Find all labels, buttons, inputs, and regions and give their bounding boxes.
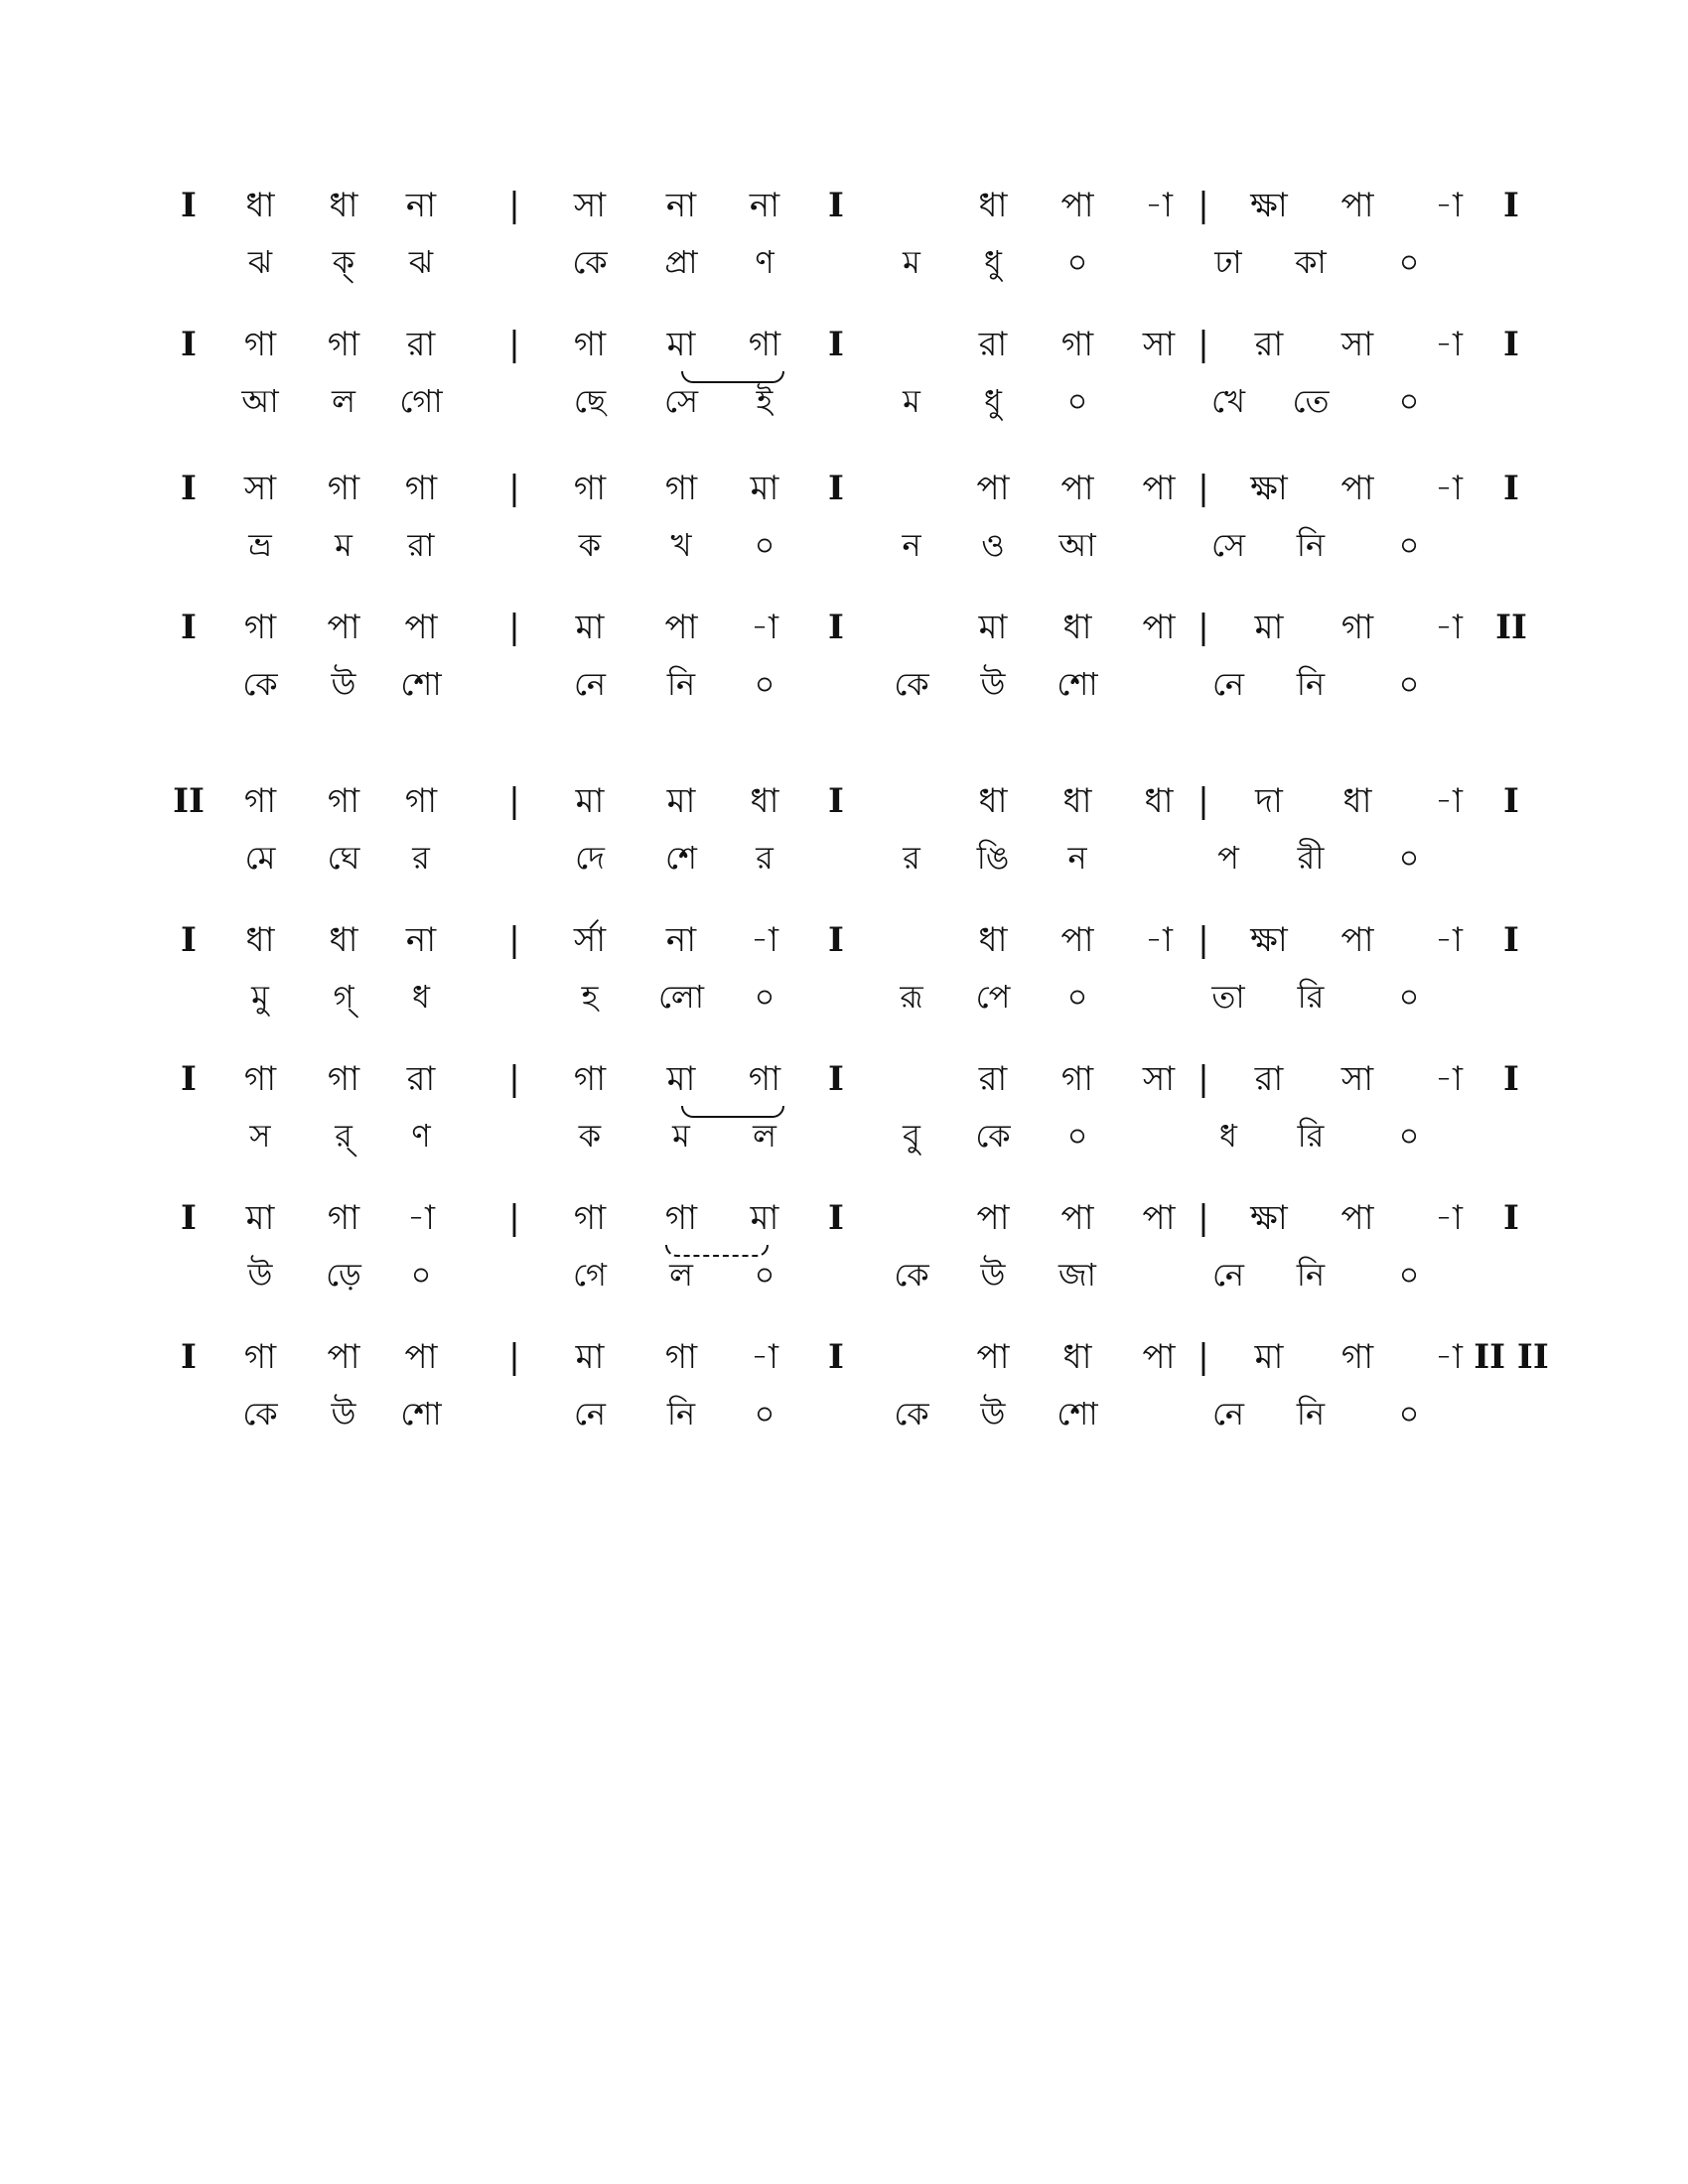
swara-note: ধা — [329, 186, 358, 225]
lyric-syllable: ণ — [411, 1117, 431, 1155]
lyric-syllable: নি — [1296, 526, 1326, 564]
swara-note: মা — [575, 1337, 605, 1377]
swara-note: পা — [664, 608, 698, 647]
swara-note: -া — [1435, 781, 1463, 821]
lyric-syllable: উ — [331, 1395, 356, 1433]
swara-note: পা — [1340, 186, 1374, 225]
lyric-syllable: ঝ — [408, 243, 434, 281]
swara-note: গা — [1340, 1337, 1374, 1377]
swara-note: -া — [751, 1337, 778, 1377]
lyric-syllable: রি — [1297, 1117, 1325, 1155]
lyric-syllable: আ — [1058, 526, 1096, 564]
beat-separator: | — [508, 1059, 520, 1099]
lyric-syllable: নে — [573, 1395, 607, 1433]
lyric-syllable: ০ — [1398, 1256, 1420, 1294]
lyric-syllable: আ — [241, 382, 279, 420]
lyric-syllable: ০ — [410, 1256, 432, 1294]
barline: II — [1495, 608, 1527, 647]
swara-note: ধা — [978, 186, 1008, 225]
swara-note: গা — [327, 1059, 360, 1099]
swara-row — [0, 1337, 1688, 1400]
lyric-syllable: শো — [1056, 665, 1098, 703]
swara-note: গা — [243, 1337, 277, 1377]
swara-note: পা — [1142, 1337, 1176, 1377]
lyric-syllable: নি — [1296, 1256, 1326, 1294]
lyric-row — [0, 526, 1688, 589]
swara-note: পা — [1340, 1198, 1374, 1238]
swara-note: গা — [243, 1059, 277, 1099]
barline: I — [828, 608, 844, 647]
barline: I — [181, 1337, 197, 1377]
barline: I — [181, 186, 197, 225]
lyric-syllable: কে — [242, 665, 278, 703]
swara-note: গা — [243, 325, 277, 364]
lyric-syllable: ণ — [755, 243, 774, 281]
swara-note: -া — [407, 1198, 435, 1238]
lyric-syllable: ০ — [754, 665, 775, 703]
beat-separator: | — [508, 325, 520, 364]
barline: I — [181, 920, 197, 960]
barline: I — [828, 469, 844, 508]
barline: I — [828, 186, 844, 225]
lyric-syllable: ল — [669, 1256, 693, 1294]
swara-note: না — [405, 920, 437, 960]
swara-note: -া — [1435, 1059, 1463, 1099]
lyric-syllable: প্রা — [664, 243, 698, 281]
swara-note: -া — [1435, 920, 1463, 960]
swara-note: গা — [243, 781, 277, 821]
lyric-syllable: রা — [407, 526, 435, 564]
lyric-syllable: ল — [753, 1117, 776, 1155]
swara-note: পা — [976, 1198, 1010, 1238]
barline: I — [1503, 1198, 1519, 1238]
swara-note: রা — [978, 325, 1008, 364]
lyric-syllable: ০ — [1398, 978, 1420, 1016]
swara-note: পা — [404, 1337, 438, 1377]
beat-separator: | — [508, 1198, 520, 1238]
swara-note: রা — [1254, 325, 1284, 364]
lyric-syllable: ছে — [573, 382, 607, 420]
barline: I — [1503, 781, 1519, 821]
lyric-syllable: দে — [575, 839, 605, 877]
swara-note: পা — [404, 608, 438, 647]
swara-note: পা — [1060, 469, 1094, 508]
swara-note: রা — [406, 325, 436, 364]
lyric-syllable: ঙি — [976, 839, 1010, 877]
lyric-syllable: ম — [335, 526, 352, 564]
lyric-syllable: প — [1217, 839, 1239, 877]
beat-separator: | — [1197, 469, 1209, 508]
swara-note: ধা — [1342, 781, 1372, 821]
lyric-syllable: গো — [399, 382, 443, 420]
lyric-syllable: ধ — [412, 978, 430, 1016]
swara-note: ধা — [245, 920, 275, 960]
lyric-syllable: রূ — [900, 978, 923, 1016]
lyric-syllable: উ — [980, 1256, 1006, 1294]
swara-note: পা — [1060, 1198, 1094, 1238]
lyric-syllable: র — [903, 839, 920, 877]
lyric-syllable: ধু — [984, 382, 1002, 420]
lyric-row — [0, 382, 1688, 445]
swara-note: ধা — [978, 781, 1008, 821]
swara-note: গা — [327, 781, 360, 821]
lyric-syllable: ই — [756, 382, 774, 420]
barline: I — [1503, 920, 1519, 960]
swara-note: সা — [573, 186, 607, 225]
lyric-syllable: ক — [578, 526, 602, 564]
swara-note: -া — [1435, 469, 1463, 508]
lyric-row — [0, 1256, 1688, 1318]
lyric-syllable: বু — [903, 1117, 920, 1155]
lyric-syllable: গ্ — [333, 978, 354, 1016]
swara-note: গা — [748, 1059, 781, 1099]
swara-row — [0, 781, 1688, 844]
lyric-syllable: ম — [903, 382, 920, 420]
lyric-syllable: লো — [657, 978, 705, 1016]
lyric-syllable: ম — [903, 243, 920, 281]
swara-note: গা — [404, 469, 438, 508]
swara-note: পা — [976, 1337, 1010, 1377]
swara-note: ধা — [329, 920, 358, 960]
lyric-syllable: কে — [894, 1256, 929, 1294]
swara-note: পা — [1142, 1198, 1176, 1238]
swara-note: মা — [575, 781, 605, 821]
swara-note: গা — [573, 325, 607, 364]
beat-separator: | — [1197, 608, 1209, 647]
swara-note: ক্ষা — [1250, 920, 1288, 960]
lyric-syllable: খে — [1211, 382, 1245, 420]
swara-row — [0, 186, 1688, 248]
beat-separator: | — [1197, 781, 1209, 821]
lyric-syllable: সে — [1210, 526, 1246, 564]
swara-note: গা — [327, 469, 360, 508]
lyric-syllable: ঘে — [327, 839, 360, 877]
swara-note: -া — [1435, 1198, 1463, 1238]
lyric-row — [0, 1395, 1688, 1457]
lyric-syllable: ০ — [1398, 526, 1420, 564]
barline: I — [1503, 1059, 1519, 1099]
swara-note: গা — [1340, 608, 1374, 647]
swara-row — [0, 325, 1688, 387]
swara-note: গা — [327, 1198, 360, 1238]
lyric-syllable: ০ — [1398, 243, 1420, 281]
swara-note: ধা — [245, 186, 275, 225]
lyric-syllable: তে — [1292, 382, 1330, 420]
barline: I — [1503, 325, 1519, 364]
swara-note: না — [749, 186, 780, 225]
swara-note: ধা — [750, 781, 779, 821]
lyric-syllable: নে — [1211, 1256, 1245, 1294]
lyric-syllable: ০ — [1398, 1395, 1420, 1433]
swara-note: র্সা — [573, 920, 607, 960]
lyric-syllable: স — [249, 1117, 271, 1155]
lyric-syllable: শে — [665, 839, 697, 877]
lyric-syllable: নে — [1211, 1395, 1245, 1433]
beat-separator: | — [1197, 325, 1209, 364]
lyric-syllable: জা — [1058, 1256, 1096, 1294]
lyric-syllable: ০ — [1066, 382, 1088, 420]
lyric-syllable: ন — [902, 526, 921, 564]
lyric-syllable: কে — [572, 243, 608, 281]
swara-note: সা — [1340, 1059, 1374, 1099]
beat-separator: | — [1197, 1059, 1209, 1099]
swara-note: মা — [666, 781, 696, 821]
swara-note: পা — [327, 608, 360, 647]
lyric-syllable: র — [412, 839, 430, 877]
swara-note: ধা — [978, 920, 1008, 960]
beat-separator: | — [508, 469, 520, 508]
swara-note: ধা — [1062, 781, 1092, 821]
swara-row — [0, 1059, 1688, 1122]
lyric-syllable: ক — [578, 1117, 602, 1155]
lyric-syllable: ভ্র — [248, 526, 272, 564]
barline: I — [1503, 186, 1519, 225]
swara-note: গা — [748, 325, 781, 364]
swara-note: মা — [978, 608, 1008, 647]
swara-note: -া — [751, 608, 778, 647]
lyric-syllable: তা — [1211, 978, 1245, 1016]
swara-note: গা — [327, 325, 360, 364]
swara-note: পা — [976, 469, 1010, 508]
lyric-syllable: কে — [894, 665, 929, 703]
barline: I — [828, 1059, 844, 1099]
lyric-syllable: হ — [581, 978, 599, 1016]
lyric-syllable: খ — [670, 526, 692, 564]
lyric-syllable: উ — [331, 665, 356, 703]
lyric-syllable: ড়ে — [326, 1256, 361, 1294]
lyric-syllable: ০ — [1066, 243, 1088, 281]
swara-note: পা — [1142, 608, 1176, 647]
beat-separator: | — [1197, 1337, 1209, 1377]
swara-note: পা — [1142, 469, 1176, 508]
lyric-syllable: উ — [247, 1256, 273, 1294]
swara-note: মা — [245, 1198, 275, 1238]
lyric-syllable: ০ — [1398, 665, 1420, 703]
barline: I — [828, 325, 844, 364]
swara-note: ক্ষা — [1250, 1198, 1288, 1238]
beat-separator: | — [508, 186, 520, 225]
lyric-syllable: ম — [672, 1117, 690, 1155]
swara-note: ক্ষা — [1250, 186, 1288, 225]
barline: I — [828, 1337, 844, 1377]
swara-note: -া — [1435, 608, 1463, 647]
swara-note: গা — [573, 1198, 607, 1238]
lyric-syllable: ধু — [984, 243, 1002, 281]
swara-note: গা — [1060, 1059, 1094, 1099]
swara-note: পা — [1340, 469, 1374, 508]
lyric-syllable: মু — [251, 978, 269, 1016]
lyric-syllable: ও — [981, 526, 1005, 564]
lyric-syllable: নে — [1211, 665, 1245, 703]
swara-note: সা — [1340, 325, 1374, 364]
swara-note: ধা — [1062, 608, 1092, 647]
lyric-syllable: ন — [1067, 839, 1087, 877]
barline: I — [828, 1198, 844, 1238]
swara-note: গা — [1060, 325, 1094, 364]
lyric-syllable: উ — [980, 1395, 1006, 1433]
lyric-syllable: ০ — [754, 978, 775, 1016]
lyric-syllable: গে — [573, 1256, 607, 1294]
lyric-syllable: শো — [1056, 1395, 1098, 1433]
swara-note: না — [665, 186, 697, 225]
lyric-syllable: ০ — [754, 1256, 775, 1294]
swara-note: -া — [1435, 186, 1463, 225]
swara-note: রা — [978, 1059, 1008, 1099]
swara-note: না — [405, 186, 437, 225]
barline: II II — [1474, 1337, 1549, 1377]
lyric-syllable: ঝ — [247, 243, 273, 281]
lyric-syllable: কে — [894, 1395, 929, 1433]
barline: I — [181, 1198, 197, 1238]
swara-note: -া — [751, 920, 778, 960]
swara-note: মা — [666, 325, 696, 364]
swara-note: পা — [1060, 186, 1094, 225]
swara-note: -া — [1145, 920, 1173, 960]
swara-row — [0, 608, 1688, 670]
beat-separator: | — [508, 920, 520, 960]
lyric-syllable: সে — [663, 382, 699, 420]
swara-note: গা — [243, 608, 277, 647]
lyric-syllable: ঢা — [1214, 243, 1242, 281]
lyric-row — [0, 839, 1688, 901]
barline: I — [1503, 469, 1519, 508]
swara-note: গা — [664, 1337, 698, 1377]
swara-note: পা — [327, 1337, 360, 1377]
swara-note: দা — [1255, 781, 1283, 821]
lyric-syllable: উ — [980, 665, 1006, 703]
swara-note: গা — [573, 1059, 607, 1099]
swara-note: সা — [243, 469, 277, 508]
lyric-syllable: ক্ — [332, 243, 355, 281]
swara-note: ক্ষা — [1250, 469, 1288, 508]
lyric-row — [0, 978, 1688, 1040]
swara-note: -া — [1435, 325, 1463, 364]
lyric-syllable: ০ — [754, 1395, 775, 1433]
lyric-syllable: নি — [1296, 1395, 1326, 1433]
lyric-syllable: কা — [1295, 243, 1327, 281]
barline: I — [828, 781, 844, 821]
swara-note: পা — [1340, 920, 1374, 960]
lyric-syllable: নে — [573, 665, 607, 703]
barline: II — [173, 781, 205, 821]
lyric-syllable: ০ — [754, 526, 775, 564]
swara-note: মা — [666, 1059, 696, 1099]
lyric-syllable: রী — [1297, 839, 1325, 877]
beat-separator: | — [1197, 186, 1209, 225]
lyric-row — [0, 1117, 1688, 1179]
lyric-syllable: ০ — [1066, 1117, 1088, 1155]
lyric-syllable: কে — [242, 1395, 278, 1433]
lyric-syllable: শো — [400, 665, 442, 703]
swara-note: রা — [1254, 1059, 1284, 1099]
beat-separator: | — [1197, 1198, 1209, 1238]
lyric-syllable: র — [756, 839, 774, 877]
swara-note: ধা — [1144, 781, 1174, 821]
swara-note: -া — [1145, 186, 1173, 225]
lyric-syllable: মে — [244, 839, 276, 877]
lyric-row — [0, 243, 1688, 306]
lyric-syllable: পে — [975, 978, 1011, 1016]
lyric-row — [0, 665, 1688, 728]
swara-note: মা — [750, 1198, 779, 1238]
barline: I — [828, 920, 844, 960]
swara-note: সা — [1142, 325, 1176, 364]
swara-note: গা — [664, 1198, 698, 1238]
swara-note: মা — [1254, 1337, 1284, 1377]
swara-note: গা — [664, 469, 698, 508]
barline: I — [181, 1059, 197, 1099]
swara-row — [0, 1198, 1688, 1261]
lyric-syllable: শো — [400, 1395, 442, 1433]
swara-note: গা — [404, 781, 438, 821]
swara-row — [0, 920, 1688, 983]
lyric-syllable: ল — [332, 382, 355, 420]
beat-separator: | — [508, 781, 520, 821]
swara-note: গা — [573, 469, 607, 508]
lyric-syllable: রি — [1297, 978, 1325, 1016]
swara-note: মা — [575, 608, 605, 647]
lyric-syllable: নি — [666, 1395, 696, 1433]
beat-separator: | — [508, 608, 520, 647]
swara-note: রা — [406, 1059, 436, 1099]
lyric-syllable: ০ — [1398, 1117, 1420, 1155]
swara-note: মা — [750, 469, 779, 508]
lyric-syllable: ০ — [1066, 978, 1088, 1016]
lyric-syllable: নি — [1296, 665, 1326, 703]
swara-note: না — [665, 920, 697, 960]
barline: I — [181, 608, 197, 647]
swara-note: মা — [1254, 608, 1284, 647]
beat-separator: | — [508, 1337, 520, 1377]
swara-note: সা — [1142, 1059, 1176, 1099]
swara-note: -া — [1435, 1337, 1463, 1377]
beat-separator: | — [1197, 920, 1209, 960]
lyric-syllable: কে — [975, 1117, 1011, 1155]
barline: I — [181, 325, 197, 364]
swara-note: পা — [1060, 920, 1094, 960]
lyric-syllable: র্ — [335, 1117, 352, 1155]
swara-note: ধা — [1062, 1337, 1092, 1377]
lyric-syllable: ০ — [1398, 839, 1420, 877]
lyric-syllable: ধ — [1219, 1117, 1237, 1155]
barline: I — [181, 469, 197, 508]
swara-row — [0, 469, 1688, 531]
lyric-syllable: নি — [666, 665, 696, 703]
lyric-syllable: ০ — [1398, 382, 1420, 420]
